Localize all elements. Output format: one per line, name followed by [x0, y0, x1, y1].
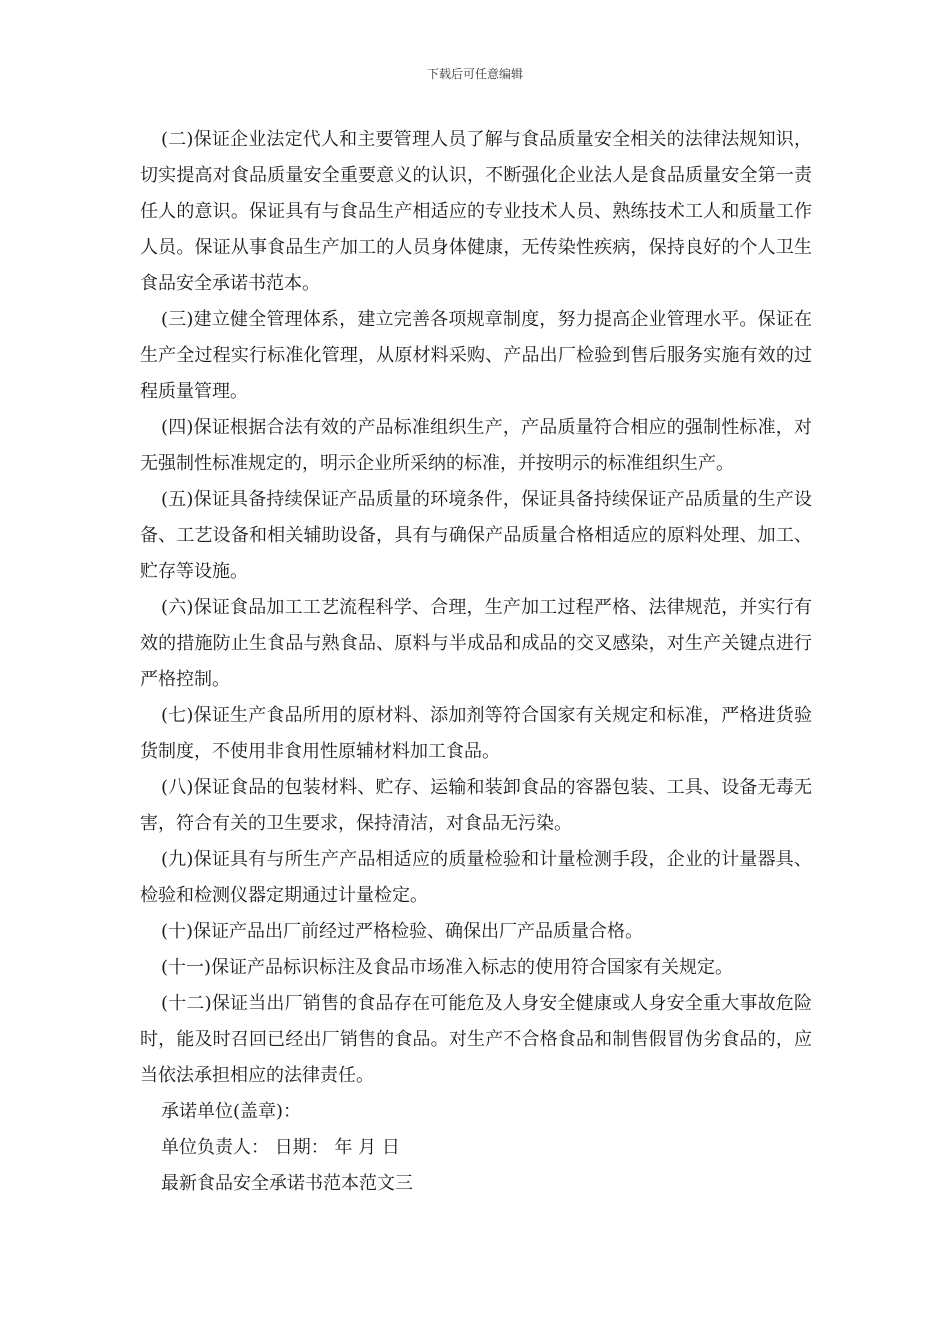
signature-unit-line: 承诺单位(盖章)：	[161, 1101, 302, 1122]
page-header: 下载后可任意编辑	[426, 67, 523, 81]
paragraph-6: (六)保证食品加工工艺流程科学、合理，生产加工过程严格、法律规范，并实行有效的措施防止生食品与熟食品、原料与半成品和成品的交叉感染，对生产关键点进行严格控制。	[140, 597, 812, 690]
paragraph-4: (四)保证根据合法有效的产品标准组织生产，产品质量符合相应的强制性标准，对无强制性标准规定的，明示企业所采纳的标准，并按明示的标准组织生产。	[140, 417, 812, 474]
signature-date-line: 单位负责人： 日期： 年 月 日	[161, 1137, 400, 1158]
paragraph-8: (八)保证食品的包装材料、贮存、运输和装卸食品的容器包装、工具、设备无毒无害，符合有关的卫生要求，保持清洁，对食品无污染。	[140, 777, 812, 834]
paragraph-5: (五)保证具备持续保证产品质量的环境条件，保证具备持续保证产品质量的生产设备、工艺设备和相关辅助设备，具有与确保产品质量合格相适应的原料处理、加工、贮存等设施。	[140, 489, 812, 582]
next-section-title: 最新食品安全承诺书范本范文三	[161, 1173, 413, 1194]
paragraph-3: (三)建立健全管理体系，建立完善各项规章制度，努力提高企业管理水平。保证在生产全过程实行标准化管理，从原材料采购、产品出厂检验到售后服务实施有效的过程质量管理。	[140, 309, 812, 402]
paragraph-12: (十二)保证当出厂销售的食品存在可能危及人身安全健康或人身安全重大事故危险时，能及时召回已经出厂销售的食品。对生产不合格食品和制售假冒伪劣食品的，应当依法承担相应的法律责任。	[140, 993, 812, 1086]
paragraph-9: (九)保证具有与所生产产品相适应的质量检验和计量检测手段，企业的计量器具、检验和检测仪器定期通过计量检定。	[140, 849, 812, 906]
paragraph-2: (二)保证企业法定代人和主要管理人员了解与食品质量安全相关的法律法规知识，切实提高对食品质量安全重要意义的认识，不断强化企业法人是食品质量安全第一责任人的意识。保证具有与食品生产相适应的专业技术人员、熟练技术工人和质量工作人员。保证从事食品生产加工的人员身体健康，无传染性疾病，保持良好的个人卫生食品安全承诺书范本。	[140, 129, 812, 294]
paragraph-10: (十)保证产品出厂前经过严格检验、确保出厂产品质量合格。	[161, 921, 644, 942]
paragraph-11: (十一)保证产品标识标注及食品市场准入标志的使用符合国家有关规定。	[161, 957, 734, 978]
document-body	[140, 122, 812, 1202]
paragraph-7: (七)保证生产食品所用的原材料、添加剂等符合国家有关规定和标准，严格进货验货制度，不使用非食用性原辅材料加工食品。	[140, 705, 812, 762]
